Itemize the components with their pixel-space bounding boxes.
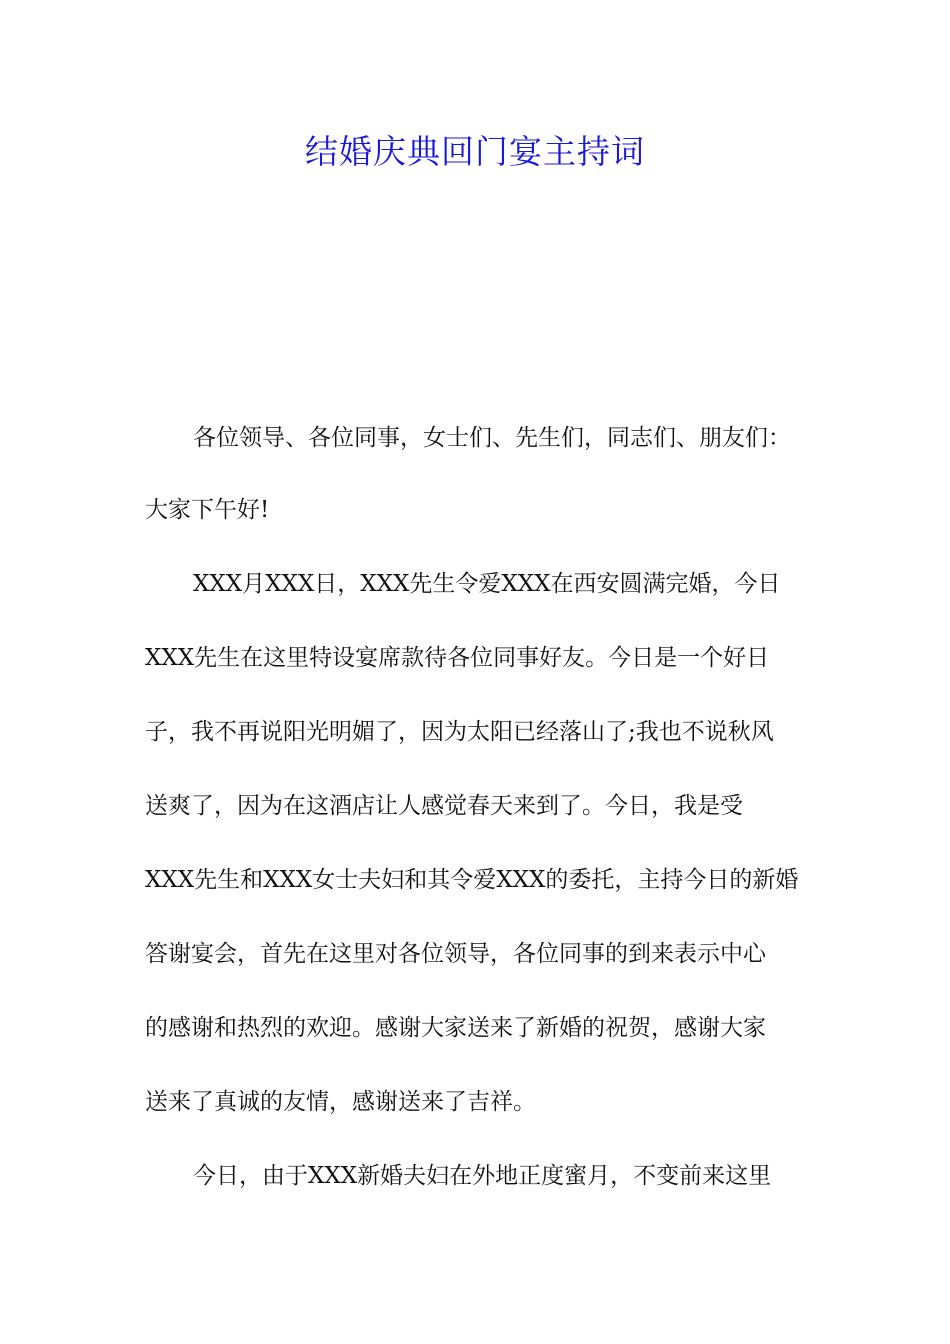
paragraph-line: 答谢宴会，首先在这里对各位领导，各位同事的到来表示中心 — [145, 941, 766, 967]
paragraph-line: 子，我不再说阳光明媚了，因为太阳已经落山了;我也不说秋风 — [145, 719, 774, 745]
paragraph-line: 的感谢和热烈的欢迎。感谢大家送来了新婚的祝贺，感谢大家 — [145, 1015, 766, 1041]
paragraph-line: 送爽了，因为在这酒店让人感觉春天来到了。今日，我是受 — [145, 793, 743, 819]
paragraph-line: XXX月XXX日，XXX先生令爱XXX在西安圆满完婚，今日 — [193, 571, 781, 597]
paragraph-line: XXX先生在这里特设宴席款待各位同事好友。今日是一个好日 — [145, 645, 770, 671]
paragraph-line: 各位领导、各位同事，女士们、先生们，同志们、朋友们： — [193, 425, 791, 451]
paragraph-line: 大家下午好! — [145, 497, 270, 523]
paragraph-line: XXX先生和XXX女士夫妇和其令爱XXX的委托，主持今日的新婚 — [145, 867, 799, 893]
paragraph-line: 送来了真诚的友情，感谢送来了吉祥。 — [145, 1089, 536, 1115]
document-title: 结婚庆典回门宴主持词 — [305, 132, 645, 171]
paragraph-line: 今日，由于XXX新婚夫妇在外地正度蜜月，不变前来这里 — [193, 1163, 772, 1189]
